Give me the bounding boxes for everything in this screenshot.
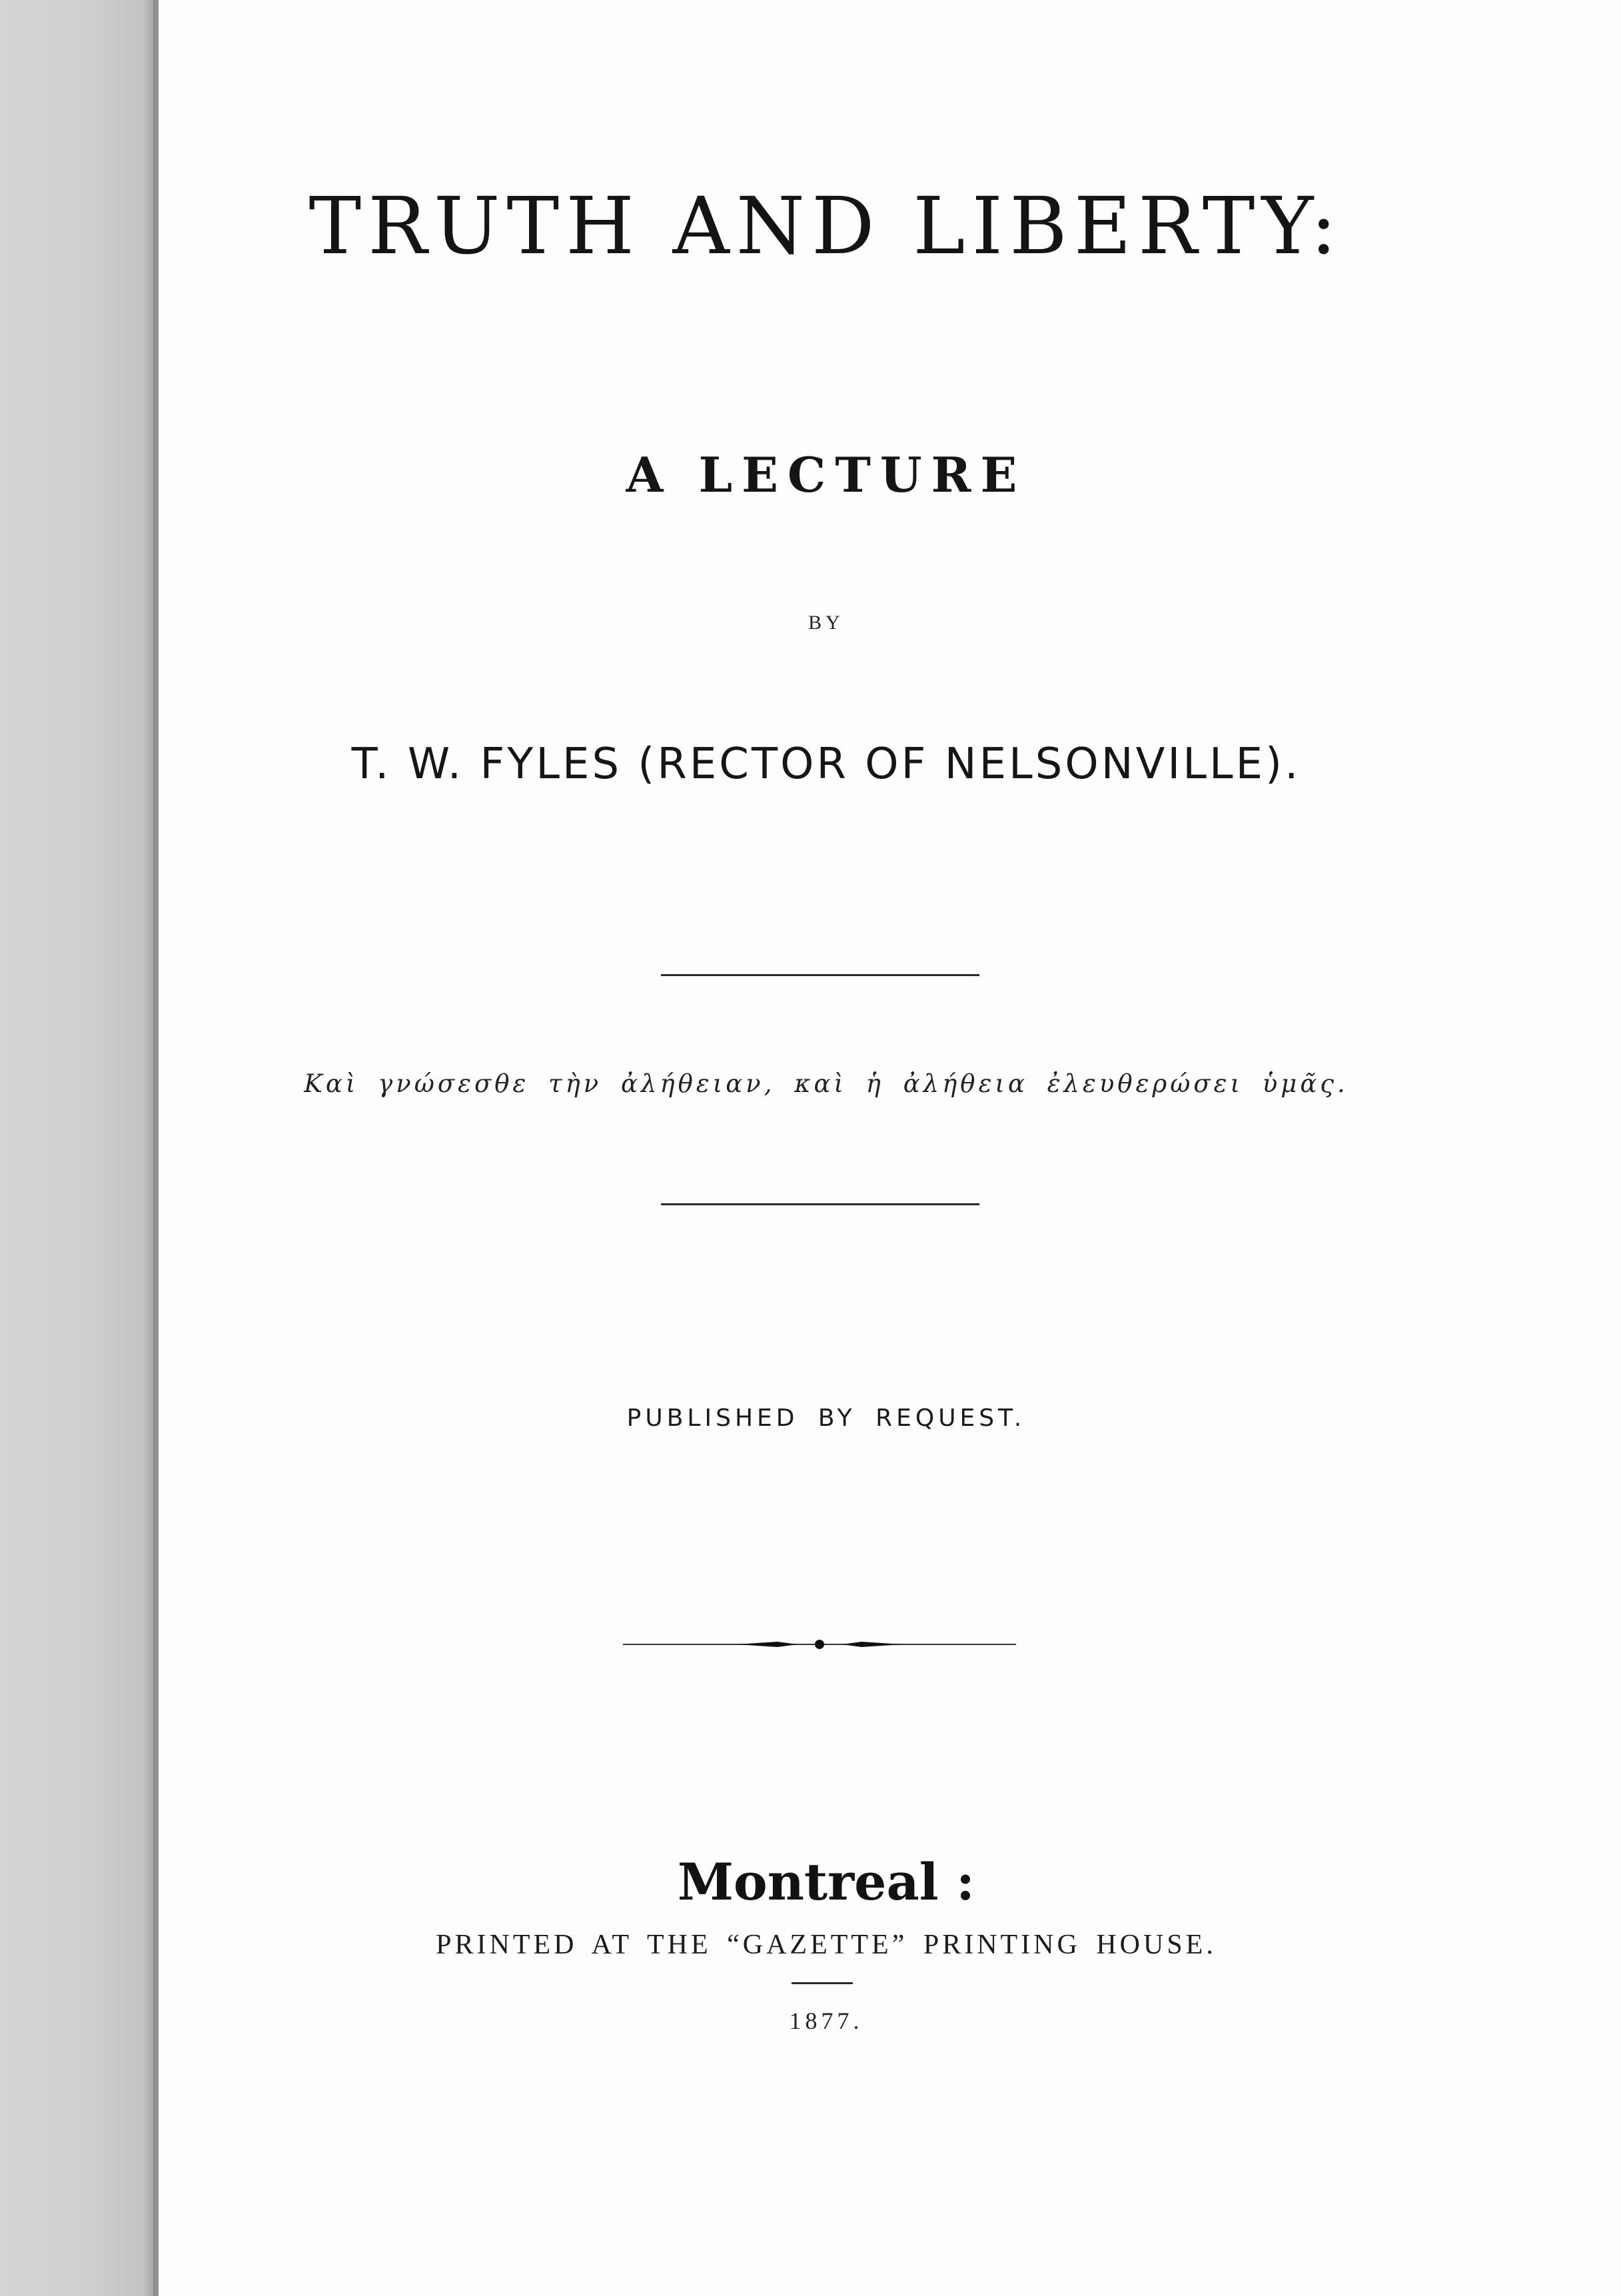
byline-label: BY xyxy=(808,612,844,634)
divider-rule-bottom xyxy=(661,1203,979,1205)
imprint-year: 1877. xyxy=(789,2008,863,2034)
book-binding-margin xyxy=(0,0,159,2296)
greek-epigraph: Καὶ γνώσεσθε τὴν ἀλήθειαν, καὶ ἡ ἀλήθεια ἐλευθερώσει ὑμᾶς. xyxy=(304,1069,1349,1098)
divider-rule-top xyxy=(661,974,979,976)
book-subtitle: A LECTURE xyxy=(626,446,1027,503)
book-title: TRUTH AND LIBERTY: xyxy=(308,180,1344,272)
imprint-city: Montreal : xyxy=(677,1852,975,1912)
publication-note: PUBLISHED BY REQUEST. xyxy=(626,1405,1026,1432)
binding-shadow xyxy=(153,0,160,2296)
divider-rule-short xyxy=(792,1982,853,1984)
author-line: T. W. FYLES (RECTOR OF NELSONVILLE). xyxy=(351,740,1301,789)
imprint-printer: PRINTED AT THE “GAZETTE” PRINTING HOUSE. xyxy=(436,1930,1217,1960)
ornamental-divider xyxy=(623,1631,1016,1658)
